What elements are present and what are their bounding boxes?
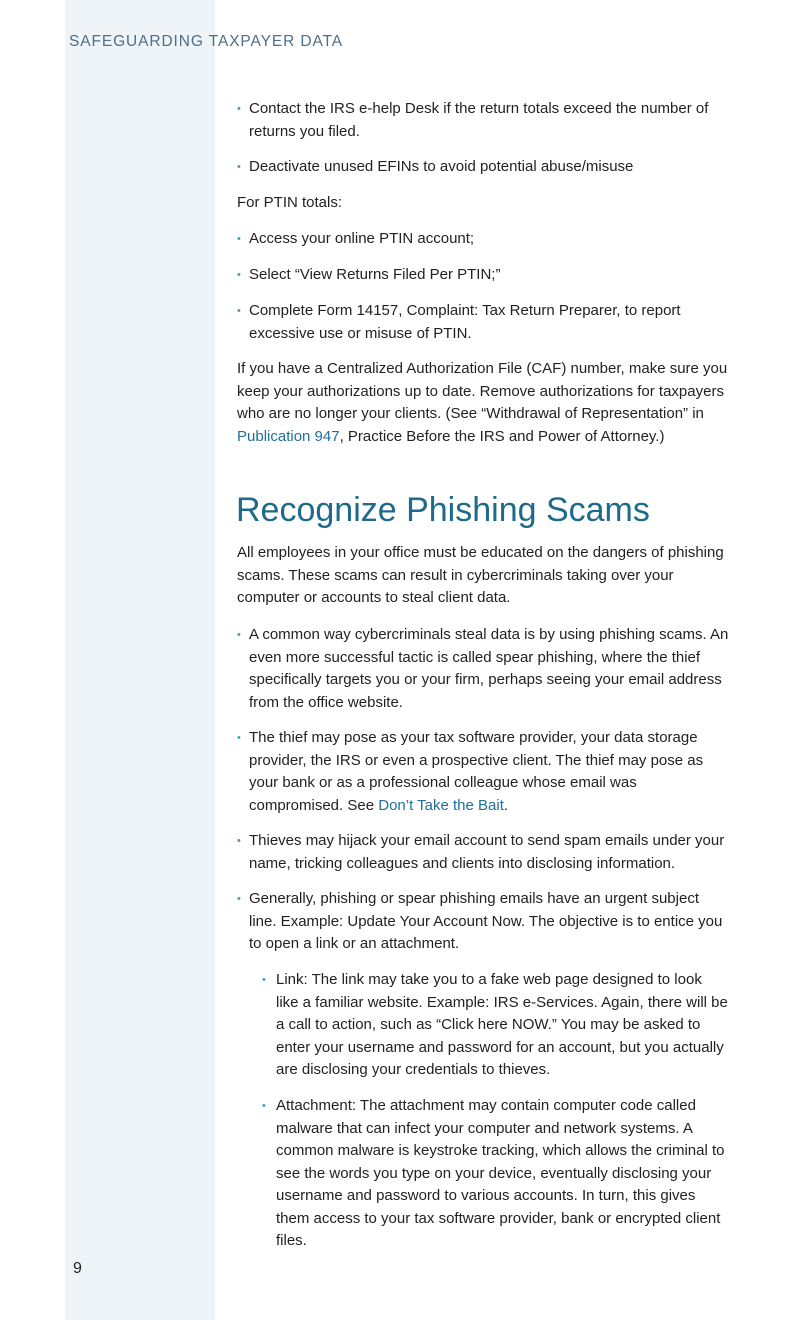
bullet-icon: • (237, 103, 241, 115)
bullet-icon: • (262, 974, 266, 986)
section-heading: Recognize Phishing Scams (236, 491, 650, 529)
sub-list-item (262, 1095, 728, 1253)
list-item-text: Link: The link may take you to a fake web page designed to look like a familiar website. Example: IRS e-Services. Again, there will be a call to action, such as “Click here NOW.” You may be asked to enter your username and password for an account, but you actually are disclosing your credentials to thieves. (276, 971, 728, 1078)
list-item-text: Thieves may hijack your email account to send spam emails under your name, tricking colleagues and clients into disclosing information. (249, 832, 725, 872)
list-item (237, 624, 729, 714)
bullet-icon: • (237, 269, 241, 281)
list-item-text: Contact the IRS e-help Desk if the return totals exceed the number of returns you filed. (249, 100, 709, 140)
dont-take-the-bait-link[interactable]: Don’t Take the Bait (378, 796, 504, 814)
bullet-icon: • (237, 305, 241, 317)
list-item (237, 156, 729, 179)
running-header: SAFEGUARDING TAXPAYER DATA (69, 33, 344, 50)
bullet-icon: • (237, 161, 241, 173)
list-item (237, 727, 729, 817)
bullet-icon: • (237, 732, 241, 744)
bullet-icon: • (237, 835, 241, 847)
ptin-intro: For PTIN totals: (237, 194, 343, 211)
bullet-icon: • (237, 629, 241, 641)
list-item (237, 888, 729, 956)
list-item-text: Complete Form 14157, Complaint: Tax Return Preparer, to report excessive use or misuse of PTIN. (249, 302, 681, 342)
bullet-icon: • (237, 233, 241, 245)
list-item-text: Deactivate unused EFINs to avoid potential abuse/misuse (249, 158, 634, 175)
list-item (237, 264, 729, 287)
publication-947-link[interactable]: Publication 947 (237, 427, 340, 445)
list-item-text: Select “View Returns Filed Per PTIN;” (249, 266, 501, 283)
list-item-text: Access your online PTIN account; (249, 230, 475, 247)
list-item (237, 228, 729, 251)
bullet-icon: • (237, 893, 241, 905)
caf-paragraph (237, 358, 729, 448)
list-item-text-end: . (503, 796, 509, 814)
list-item (237, 830, 729, 875)
list-item (237, 98, 729, 143)
sub-list-item (262, 969, 728, 1082)
caf-text-end: , Practice Before the IRS and Power of Attorney.) (339, 427, 665, 445)
list-item (237, 300, 729, 345)
list-item-text: Generally, phishing or spear phishing emails have an urgent subject line. Example: Update Your Account Now. The objective is to entice you to open a link or an attachment. (249, 890, 723, 952)
page-number: 9 (73, 1260, 82, 1277)
intro-paragraph: All employees in your office must be educated on the dangers of phishing scams. These scams can result in cybercriminals taking over your computer or accounts to steal client data. (237, 544, 724, 606)
list-item-text: A common way cybercriminals steal data is by using phishing scams. An even more successful tactic is called spear phishing, where the thief specifically targets you or your firm, perhaps seeing your email address from the office website. (249, 626, 729, 711)
caf-text: If you have a Centralized Authorization File (CAF) number, make sure you keep your authorizations up to date. Remove authorizations for taxpayers who are no longer your clients. (See “Withdrawal of Representation” in (237, 360, 728, 422)
list-item-text: Attachment: The attachment may contain computer code called malware that can infect your computer and network systems. A common malware is keystroke tracking, which allows the criminal to see the words you type on your device, eventually disclosing your username and password to various accounts. In turn, this gives them access to your tax software provider, bank or encrypted client files. (276, 1097, 725, 1249)
list-item-text: The thief may pose as your tax software provider, your data storage provider, the IRS or even a prospective client. The thief may pose as your bank or as a professional colleague whose email was compromised. See (249, 729, 704, 814)
bullet-icon: • (262, 1100, 266, 1112)
side-band (65, 0, 215, 1320)
